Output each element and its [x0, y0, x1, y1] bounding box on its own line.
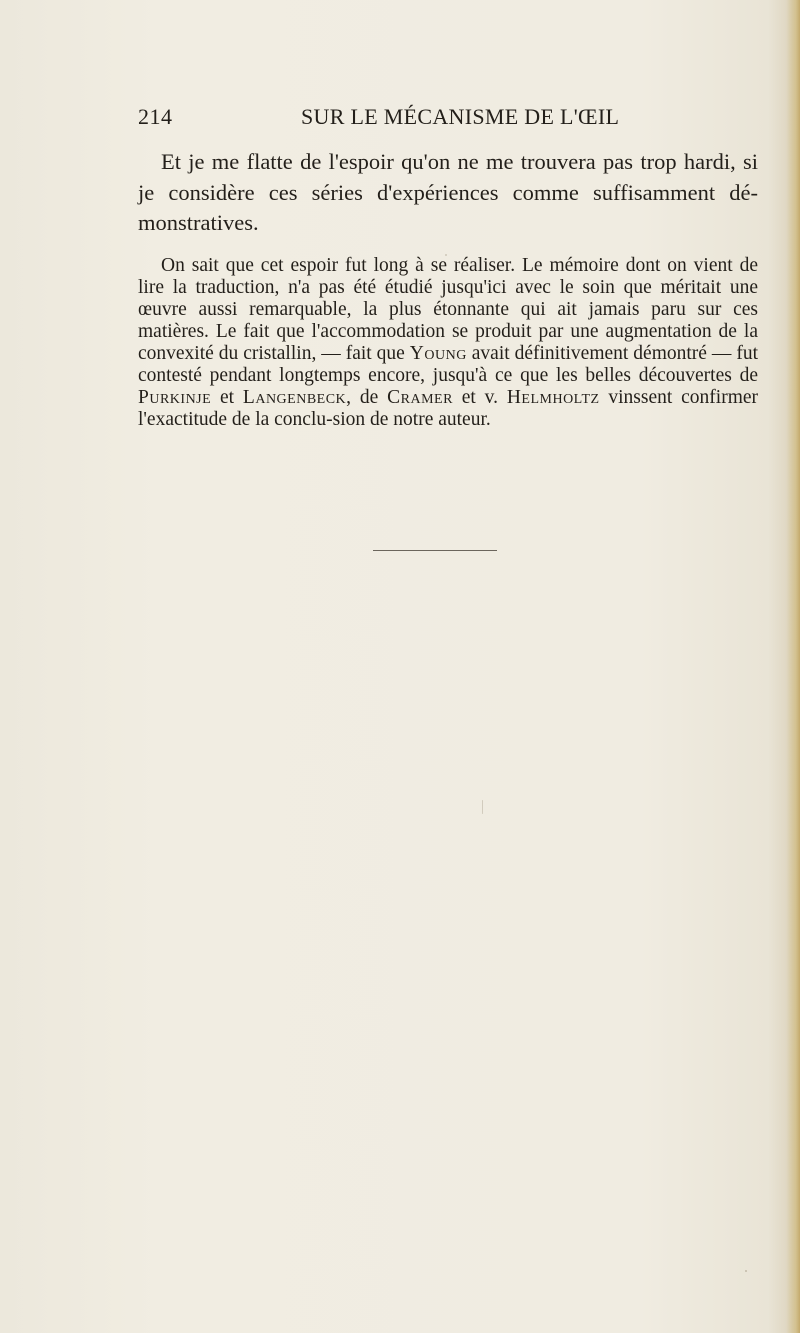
paragraph-1: [138, 147, 758, 239]
paper-speck: [745, 1270, 747, 1272]
paper-speck: [445, 254, 447, 256]
paragraph-2-text-6: vinssent confirmer l'exactitude de la conclu-sion de notre auteur.: [138, 387, 759, 430]
section-end-rule: [373, 550, 497, 551]
paragraph-2-text-3: et: [211, 387, 243, 408]
paragraph-2: [138, 255, 758, 431]
page-header: [138, 104, 758, 134]
paragraph-2-text-5: et v.: [452, 387, 507, 408]
paper-speck: [482, 800, 483, 814]
author-name-young: Young: [409, 343, 467, 364]
running-title: SUR LE MÉCANISME DE L'ŒIL: [301, 104, 620, 129]
paragraph-2-text-1: On sait que cet espoir fut long à se réaliser. Le mémoire dont on vient de lire la traduction, n'a pas été étudié jusqu'ici avec le soin que méritait une œuvre aussi remarquable, la plus étonnante qui ait jamais paru sur ces matières. Le fait que l'accommodation se produit par une augmentation de la convexité du cristallin, — fait que: [138, 255, 758, 364]
author-name-helmholtz: Helmholtz: [506, 387, 600, 408]
author-name-purkinje: Purkinje: [138, 387, 212, 408]
paragraph-2-text-2: avait définitivement démontré — fut contesté pendant longtemps encore, jusqu'à ce que les belles découvertes de: [138, 343, 758, 386]
paragraph-2-text-4: , de: [346, 387, 388, 408]
page-edge-shadow: [786, 0, 800, 1333]
author-name-cramer: Cramer: [387, 387, 453, 408]
page-number: 214: [138, 104, 173, 129]
author-name-langenbeck: Langenbeck: [242, 387, 347, 408]
paragraph-1-text: Et je me flatte de l'espoir qu'on ne me trouvera pas trop hardi, si je considère ces séries d'expériences comme suffisamment dé-monstratives.: [138, 149, 758, 235]
